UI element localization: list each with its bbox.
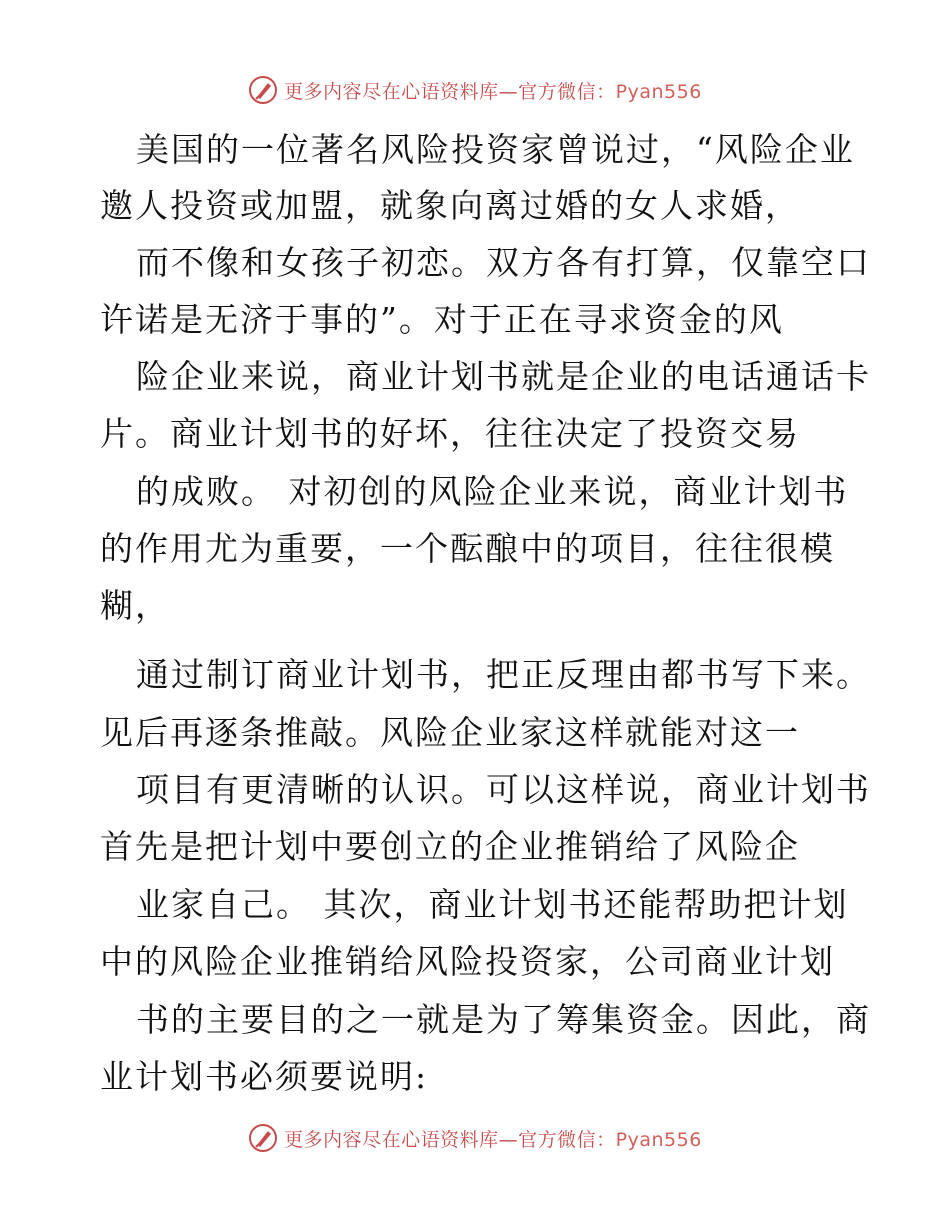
body-line: 首先是把计划中要创立的企业推销给了风险企: [100, 827, 800, 866]
body-line: 业家自己。 其次，商业计划书还能帮助把计划: [136, 885, 849, 924]
watermark-label: 更多内容尽在心语资料库—官方微信：: [284, 80, 616, 103]
header-watermark: [0, 70, 950, 110]
body-line: 美国的一位著名风险投资家曾说过，“风险企业: [136, 130, 855, 169]
body-line: 的作用尤为重要，一个酝酿中的项目，往往很模: [100, 529, 835, 568]
body-line: 的成败。 对初创的风险企业来说，商业计划书: [136, 472, 849, 511]
body-line: 中的风险企业推销给风险投资家，公司商业计划: [100, 942, 835, 981]
body-line: 险企业来说，商业计划书就是企业的电话通话卡: [136, 357, 871, 396]
watermark-id: Pyan556: [615, 1128, 702, 1151]
body-line: 通过制订商业计划书，把正反理由都书写下来。: [136, 655, 871, 694]
footer-watermark: [0, 1118, 950, 1158]
body-line: 糊，: [100, 586, 170, 625]
watermark-id: Pyan556: [615, 80, 702, 103]
watermark-label: 更多内容尽在心语资料库—官方微信：: [284, 1128, 616, 1151]
body-line: 项目有更清晰的认识。可以这样说，商业计划书: [136, 770, 871, 809]
feather-pen-logo-icon: [248, 1123, 278, 1153]
body-line: 业计划书必须要说明:: [100, 1057, 429, 1096]
body-line: 邀人投资或加盟，就象向离过婚的女人求婚，: [100, 186, 800, 225]
watermark-text: [284, 77, 702, 104]
body-line: 片。商业计划书的好坏，往往决定了投资交易: [100, 414, 800, 453]
body-line: 见后再逐条推敲。风险企业家这样就能对这一: [100, 713, 800, 752]
feather-pen-logo-icon: [248, 75, 278, 105]
body-line: 而不像和女孩子初恋。双方各有打算，仅靠空口: [136, 243, 871, 282]
body-line: 许诺是无济于事的”。对于正在寻求资金的风: [100, 300, 784, 339]
body-line: 书的主要目的之一就是为了筹集资金。因此，商: [136, 1000, 871, 1039]
watermark-text: [284, 1125, 702, 1152]
